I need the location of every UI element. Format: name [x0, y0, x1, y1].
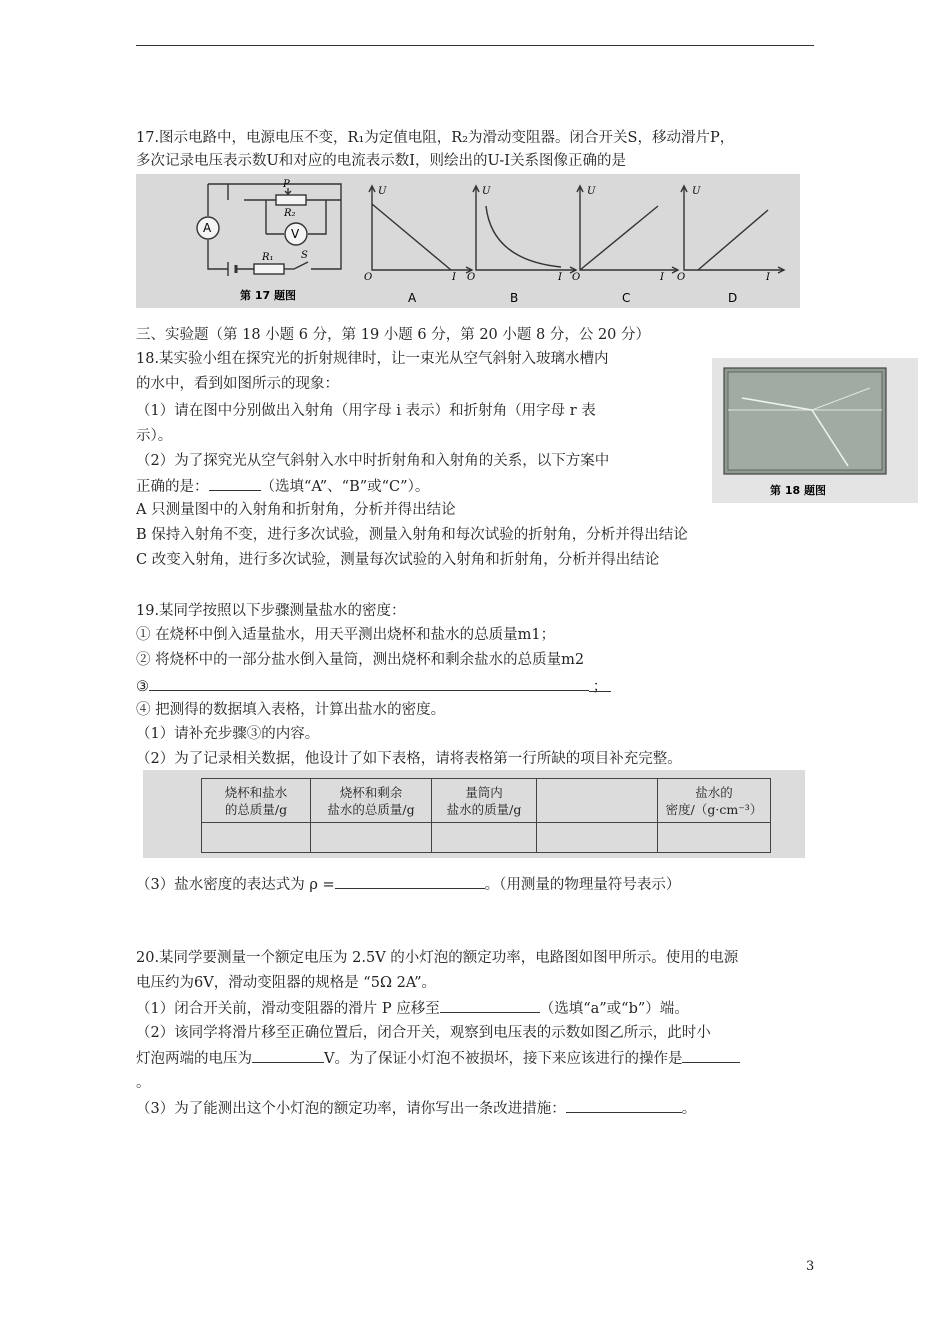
q18-figure-svg [712, 358, 918, 503]
q20-part2b-pre: 灯泡两端的电压为 [136, 1051, 252, 1067]
q19-part3-post: 。（用测量的物理量符号表示） [484, 877, 681, 893]
q19-part3-pre: （3）盐水密度的表达式为 ρ = [136, 877, 335, 893]
q20-part1-pre: （1）闭合开关前，滑动变阻器的滑片 P 应移至 [136, 1001, 440, 1017]
q19-step3 [136, 676, 611, 697]
q18-option-c: C 改变入射角，进行多次试验，测量每次试验的入射角和折射角，分析并得出结论 [136, 552, 660, 568]
q18-answer-blank[interactable] [209, 476, 261, 491]
data-cell[interactable] [311, 823, 432, 853]
graph-c-x-label: I [660, 272, 664, 283]
q17-figure [136, 174, 800, 308]
page-number: 3 [806, 1259, 815, 1274]
ammeter-label: A [203, 221, 212, 235]
graph-d-option: D [728, 291, 738, 305]
q18-line1: 18.某实验小组在探究光的折射规律时，让一束光从空气斜射入玻璃水槽内 [136, 351, 609, 367]
q18-figure [712, 358, 918, 503]
q20-part2c: 。 [136, 1075, 151, 1091]
q19-step1: ① 在烧杯中倒入适量盐水，用天平测出烧杯和盐水的总质量m1； [136, 627, 556, 643]
graph-b [473, 186, 576, 273]
q20-part2b [136, 1048, 740, 1069]
q19-step3-label: ③ [136, 679, 149, 695]
q17-line2: 多次记录电压表示数U和对应的电流表示数I，则绘出的U-I关系图像正确的是 [136, 153, 627, 169]
battery-symbol [228, 262, 236, 276]
table-header-row [202, 779, 771, 823]
q18-part1a: （1）请在图中分别做出入射角（用字母 i 表示）和折射角（用字母 r 表 [136, 403, 596, 419]
graph-a-origin: O [364, 272, 373, 283]
graph-a [369, 186, 472, 273]
q19-rho-blank[interactable] [335, 874, 485, 889]
q19-line1: 19.某同学按照以下步骤测量盐水的密度： [136, 603, 406, 619]
q20-improvement-blank[interactable] [566, 1098, 682, 1113]
graph-b-x-label: I [558, 272, 562, 283]
graph-d-origin: O [677, 272, 686, 283]
header-cell-5: 盐水的 密度/（g·cm⁻³） [658, 779, 771, 823]
q19-step2: ② 将烧杯中的一部分盐水倒入量筒，测出烧杯和剩余盐水的总质量m2 [136, 652, 585, 668]
q20-part2a: （2）该同学将滑片移至正确位置后，闭合开关，观察到电压表的示数如图乙所示，此时小 [136, 1025, 711, 1041]
q20-line2: 电压约为6V，滑动变阻器的规格是 “5Ω 2A”。 [136, 975, 437, 991]
q20-slider-blank[interactable] [440, 998, 540, 1013]
graph-d-x-label: I [766, 272, 770, 283]
graph-b-option: B [510, 291, 519, 305]
graph-c-option: C [622, 291, 631, 305]
q19-part1: （1）请补充步骤③的内容。 [136, 726, 320, 742]
table-data-row [202, 823, 771, 853]
header-cell-2: 烧杯和剩余 盐水的总质量/g [311, 779, 432, 823]
resistor-label: R₁ [262, 252, 274, 263]
rheostat-label: R₂ [284, 208, 296, 219]
switch-label: S [301, 250, 308, 261]
q17-figure-svg [136, 174, 800, 308]
graph-a-y-label: U [378, 186, 387, 197]
graph-d [681, 186, 784, 273]
header-cell-1: 烧杯和盐水 的总质量/g [202, 779, 311, 823]
section3-title: 三、实验题（第 18 小题 6 分，第 19 小题 6 分，第 20 小题 8 分，公 20 分） [136, 327, 651, 343]
q18-option-b: B 保持入射角不变，进行多次试验，测量入射角和每次试验的折射角，分析并得出结论 [136, 527, 688, 543]
q20-part1 [136, 998, 689, 1019]
q18-part2a: （2）为了探究光从空气斜射入水中时折射角和入射角的关系，以下方案中 [136, 453, 610, 469]
circuit-diagram [208, 184, 341, 274]
voltmeter-label: V [291, 227, 300, 241]
data-cell[interactable] [432, 823, 537, 853]
header-cell-missing[interactable] [537, 779, 658, 823]
q19-record-table [201, 778, 771, 853]
q20-line1: 20.某同学要测量一个额定电压为 2.5V 的小灯泡的额定功率，电路图如图甲所示。使用的电源 [136, 950, 739, 966]
data-cell[interactable] [658, 823, 771, 853]
data-cell[interactable] [537, 823, 658, 853]
q17-line1: 17.图示电路中，电源电压不变，R₁为定值电阻，R₂为滑动变阻器。闭合开关S，移动滑片P， [136, 130, 735, 146]
q19-table-photo [143, 770, 805, 858]
q19-step3-blank[interactable] [149, 676, 589, 691]
graph-b-origin: O [467, 272, 476, 283]
q20-part3-pre: （3）为了能测出这个小灯泡的额定功率，请你写出一条改进措施： [136, 1101, 566, 1117]
q19-part2: （2）为了记录相关数据，他设计了如下表格，请将表格第一行所缺的项目补充完整。 [136, 751, 682, 767]
q20-part2b-mid: V。为了保证小灯泡不被损坏，接下来应该进行的操作是 [324, 1051, 683, 1067]
q18-figure-caption: 第 18 题图 [770, 484, 826, 497]
graph-a-option: A [408, 291, 417, 305]
graph-c-origin: O [572, 272, 581, 283]
graph-c [577, 186, 678, 273]
q20-part3-post: 。 [681, 1101, 697, 1117]
data-cell[interactable] [202, 823, 311, 853]
graph-a-x-label: I [452, 272, 456, 283]
graph-c-y-label: U [587, 186, 596, 197]
graph-b-y-label: U [482, 186, 491, 197]
q18-option-a: A 只测量图中的入射角和折射角，分析并得出结论 [136, 502, 456, 518]
q18-part2b-post: （选填“A”、“B”或“C”）。 [260, 479, 430, 495]
graph-d-y-label: U [692, 186, 701, 197]
q20-voltage-blank[interactable] [252, 1048, 324, 1063]
q18-part2b-pre: 正确的是： [136, 479, 209, 495]
slider-label: P [283, 179, 290, 190]
q20-part3 [136, 1098, 696, 1119]
q17-figure-caption: 第 17 题图 [240, 289, 296, 302]
q18-line2: 的水中，看到如图所示的现象： [136, 376, 339, 392]
q18-part1b: 示）。 [136, 428, 173, 444]
header-cell-3: 量筒内 盐水的质量/g [432, 779, 537, 823]
header-rule [136, 45, 814, 46]
q19-step4: ④ 把测得的数据填入表格，计算出盐水的密度。 [136, 702, 446, 718]
q19-step3-end: ； [589, 677, 611, 692]
q20-part1-post: （选填“a”或“b”）端。 [539, 1001, 689, 1017]
q20-operation-blank[interactable] [682, 1048, 740, 1063]
q19-part3 [136, 874, 680, 895]
q18-part2b [136, 476, 429, 497]
